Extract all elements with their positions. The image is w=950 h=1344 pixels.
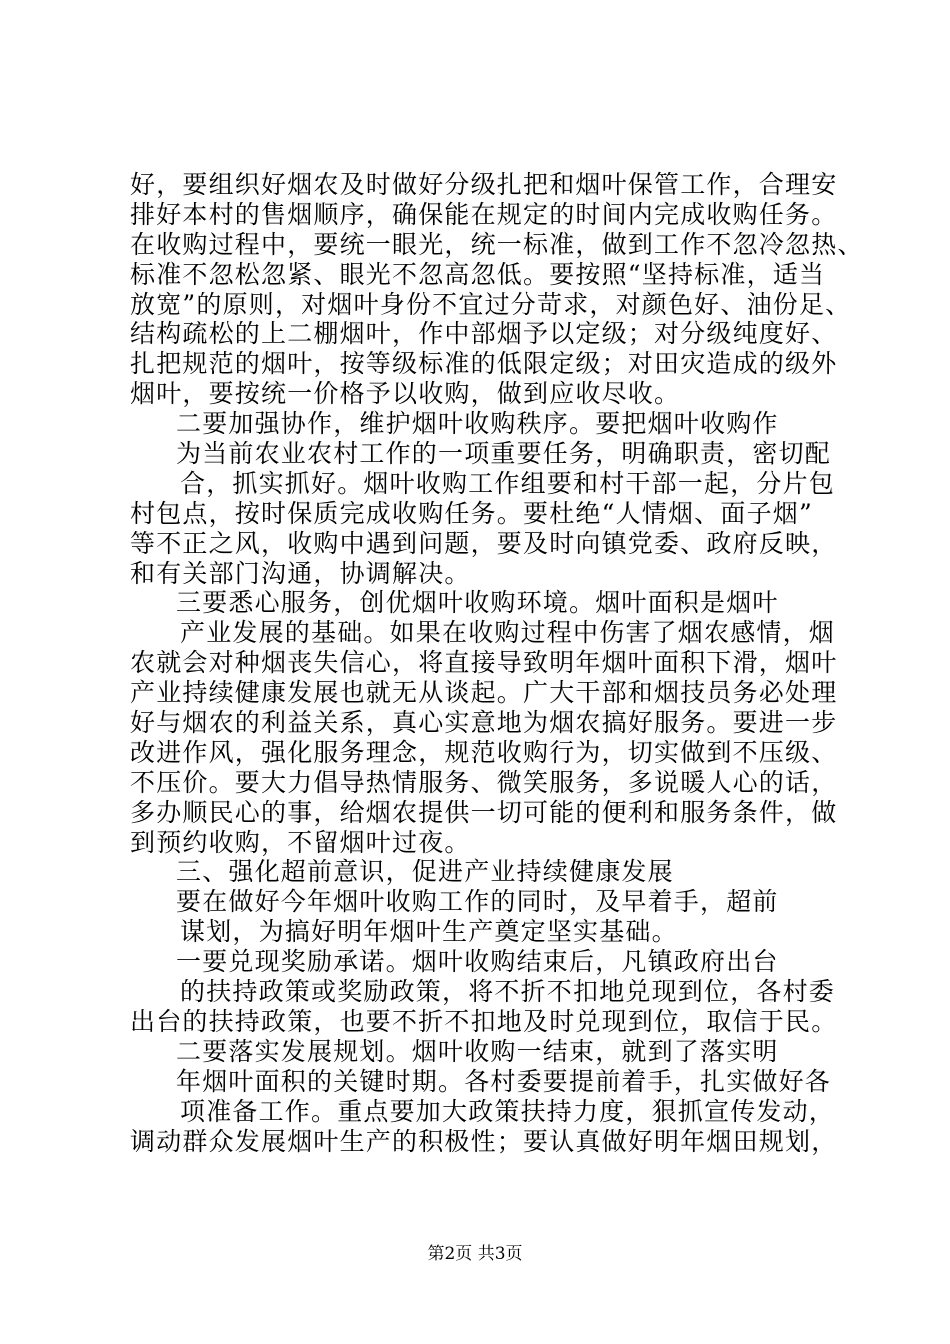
text-line: 一要兑现奖励承诺。烟叶收购结束后，凡镇政府出台	[176, 947, 779, 977]
text-line: 村包点，按时保质完成收购任务。要杜绝“人情烟、面子烟”	[130, 498, 813, 528]
text-line: 放宽”的原则，对烟叶身份不宜过分苛求，对颜色好、油份足、	[130, 289, 852, 319]
document-body	[130, 170, 864, 1156]
text-line: 年烟叶面积的关键时期。各村委要提前着手，扎实做好各	[176, 1066, 832, 1096]
text-line: 等不正之风，收购中遇到问题，要及时向镇党委、政府反映，	[130, 528, 838, 558]
page-number-footer: 第2页 共3页	[427, 1244, 523, 1264]
text-line: 和有关部门沟通，协调解决。	[130, 558, 471, 588]
text-line: 农就会对种烟丧失信心，将直接导致明年烟叶面积下滑，烟叶	[130, 648, 838, 678]
text-line: 好，要组织好烟农及时做好分级扎把和烟叶保管工作，合理安	[130, 170, 838, 199]
text-line: 的扶持政策或奖励政策，将不折不扣地兑现到位，各村委	[180, 977, 836, 1007]
text-line: 产业持续健康发展也就无从谈起。广大干部和烟技员务必处理	[130, 678, 838, 708]
text-line: 扎把规范的烟叶，按等级标准的低限定级；对田灾造成的级外	[130, 349, 838, 379]
text-line: 多办顺民心的事，给烟农提供一切可能的便利和服务条件，做	[130, 797, 838, 827]
text-line: 谋划，为搞好明年烟叶生产奠定坚实基础。	[180, 917, 678, 947]
text-line: 二要加强协作，维护烟叶收购秩序。要把烟叶收购作	[176, 409, 779, 439]
text-line: 烟叶，要按统一价格予以收购，做到应收尽收。	[130, 379, 681, 409]
text-line: 不压价。要大力倡导热情服务、微笑服务，多说暖人心的话，	[130, 767, 838, 797]
text-line: 二要落实发展规划。烟叶收购一结束，就到了落实明	[176, 1036, 779, 1066]
text-line: 到预约收购，不留烟叶过夜。	[130, 827, 471, 857]
text-line: 为当前农业农村工作的一项重要任务，明确职责，密切配	[176, 439, 832, 469]
text-line: 出台的扶持政策，也要不折不扣地及时兑现到位，取信于民。	[130, 1006, 838, 1036]
text-line: 结构疏松的上二棚烟叶，作中部烟予以定级；对分级纯度好、	[130, 319, 838, 349]
text-line: 项准备工作。重点要加大政策扶持力度，狠抓宣传发动，	[180, 1096, 836, 1126]
text-line: 产业发展的基础。如果在收购过程中伤害了烟农感情，烟	[180, 618, 836, 648]
text-line: 要在做好今年烟叶收购工作的同时，及早着手，超前	[176, 887, 779, 917]
text-line: 排好本村的售烟顺序，确保能在规定的时间内完成收购任务。	[130, 199, 838, 229]
section-heading: 三、强化超前意识，促进产业持续健康发展	[176, 857, 674, 887]
text-line: 合，抓实抓好。烟叶收购工作组要和村干部一起，分片包	[180, 468, 836, 498]
text-line: 三要悉心服务，创优烟叶收购环境。烟叶面积是烟叶	[176, 588, 779, 618]
text-line: 好与烟农的利益关系，真心实意地为烟农搞好服务。要进一步	[130, 708, 838, 738]
text-line: 改进作风，强化服务理念，规范收购行为，切实做到不压级、	[130, 737, 838, 767]
text-line: 标准不忽松忽紧、眼光不忽高忽低。要按照“坚持标准，适当	[130, 259, 826, 289]
text-line: 调动群众发展烟叶生产的积极性；要认真做好明年烟田规划，	[130, 1126, 838, 1156]
text-line: 在收购过程中，要统一眼光，统一标准，做到工作不忽冷忽热、	[130, 229, 864, 259]
